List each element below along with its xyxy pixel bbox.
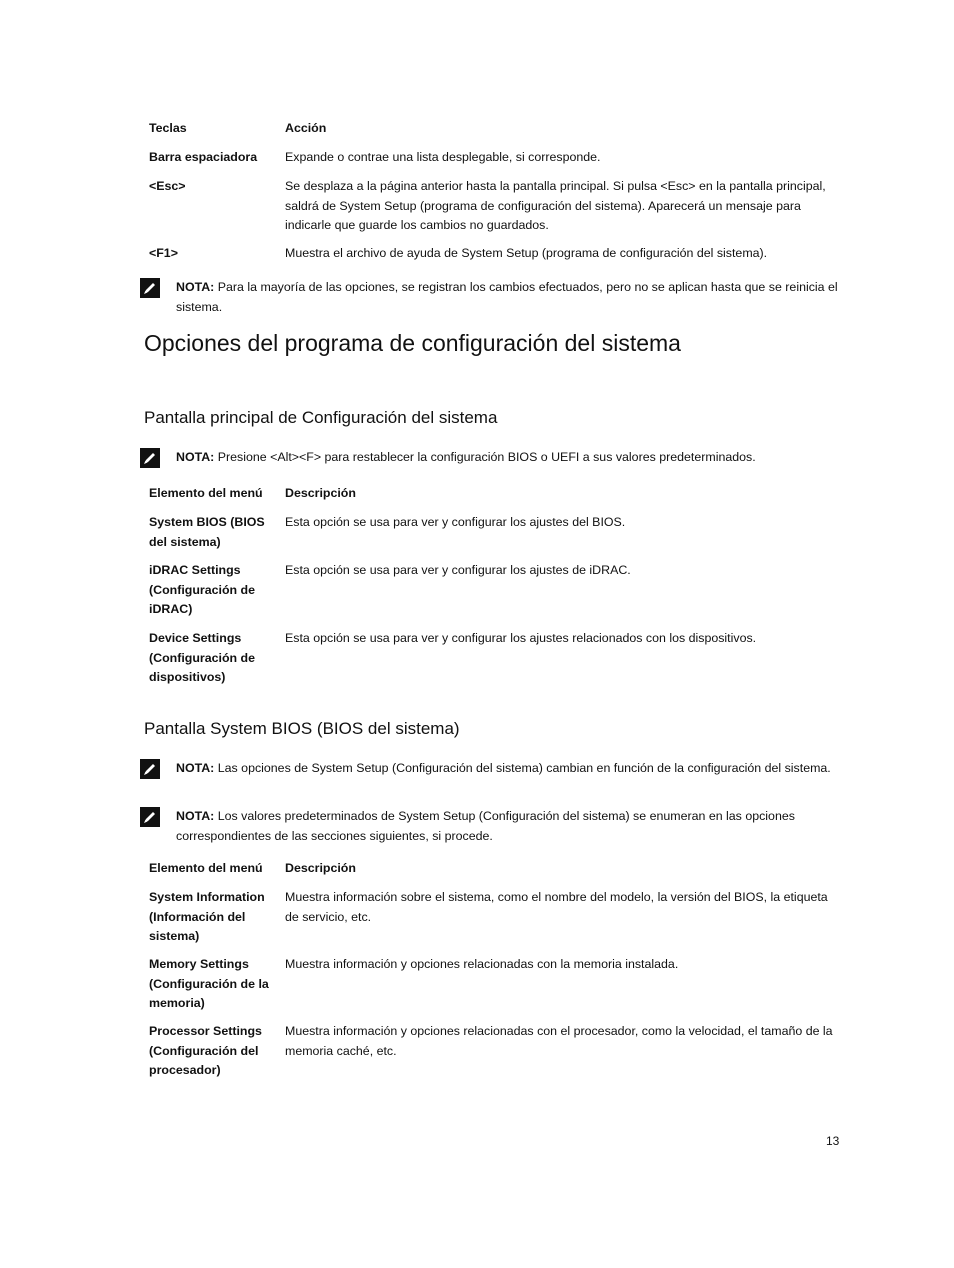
- note-body: Las opciones de System Setup (Configuración del sistema) cambian en función de la configuración del sistema.: [214, 761, 831, 775]
- menu-item-cell: Memory Settings (Configuración de la memoria): [149, 957, 269, 1010]
- description-cell: Esta opción se usa para ver y configurar los ajustes de iDRAC.: [285, 563, 631, 577]
- note-pencil-icon: [140, 448, 160, 468]
- note-pencil-icon: [140, 278, 160, 298]
- note-label: NOTA:: [176, 450, 215, 464]
- menu-item-cell: System BIOS (BIOS del sistema): [149, 515, 265, 549]
- note-text: [176, 278, 840, 317]
- note-label: NOTA:: [176, 761, 215, 775]
- action-cell: Expande o contrae una lista desplegable, si corresponde.: [285, 150, 601, 164]
- column-header-menu-item: Elemento del menú: [149, 861, 263, 875]
- subsection-heading: Pantalla System BIOS (BIOS del sistema): [144, 719, 460, 738]
- action-cell: Se desplaza a la página anterior hasta la pantalla principal. Si pulsa <Esc> en la pantalla principal, saldrá de System Setup (programa de configuración del sistema). Aparecerá un mensaje para indicarle que guarde los cambios no guardados.: [285, 179, 826, 232]
- note-text: [176, 759, 840, 779]
- page-number: 13: [826, 1134, 840, 1148]
- note-label: NOTA:: [176, 809, 215, 823]
- key-cell: <Esc>: [149, 179, 186, 193]
- column-header-description: Descripción: [285, 861, 356, 875]
- menu-item-cell: Device Settings (Configuración de dispositivos): [149, 631, 256, 684]
- key-cell: Barra espaciadora: [149, 150, 258, 164]
- note-pencil-icon: [140, 759, 160, 779]
- column-header-action: Acción: [285, 121, 327, 135]
- menu-item-cell: iDRAC Settings (Configuración de iDRAC): [149, 563, 256, 616]
- section-heading: Opciones del programa de configuración del sistema: [144, 330, 681, 356]
- note-text: [176, 448, 840, 468]
- description-cell: Muestra información sobre el sistema, como el nombre del modelo, la versión del BIOS, la etiqueta de servicio, etc.: [285, 890, 828, 924]
- key-cell: <F1>: [149, 246, 178, 260]
- column-header-description: Descripción: [285, 486, 356, 500]
- note-pencil-icon: [140, 807, 160, 827]
- action-cell: Muestra el archivo de ayuda de System Setup (programa de configuración del sistema).: [285, 246, 768, 260]
- description-cell: Muestra información y opciones relacionadas con la memoria instalada.: [285, 957, 679, 971]
- note-body: Los valores predeterminados de System Setup (Configuración del sistema) se enumeran en las opciones correspondientes de las secciones siguientes, si procede.: [176, 809, 795, 843]
- note-text: [176, 807, 840, 846]
- menu-item-cell: Processor Settings (Configuración del procesador): [149, 1024, 262, 1077]
- note-label: NOTA:: [176, 280, 215, 294]
- description-cell: Esta opción se usa para ver y configurar los ajustes del BIOS.: [285, 515, 626, 529]
- description-cell: Muestra información y opciones relacionadas con el procesador, como la velocidad, el tamaño de la memoria caché, etc.: [285, 1024, 833, 1058]
- subsection-heading: Pantalla principal de Configuración del sistema: [144, 408, 498, 427]
- column-header-keys: Teclas: [149, 121, 187, 135]
- note-body: Presione <Alt><F> para restablecer la configuración BIOS o UEFI a sus valores predeterminados.: [214, 450, 756, 464]
- menu-item-cell: System Information (Información del sistema): [149, 890, 265, 943]
- column-header-menu-item: Elemento del menú: [149, 486, 263, 500]
- note-body: Para la mayoría de las opciones, se registran los cambios efectuados, pero no se aplican hasta que se reinicia el sistema.: [176, 280, 838, 314]
- description-cell: Esta opción se usa para ver y configurar los ajustes relacionados con los dispositivos.: [285, 631, 757, 645]
